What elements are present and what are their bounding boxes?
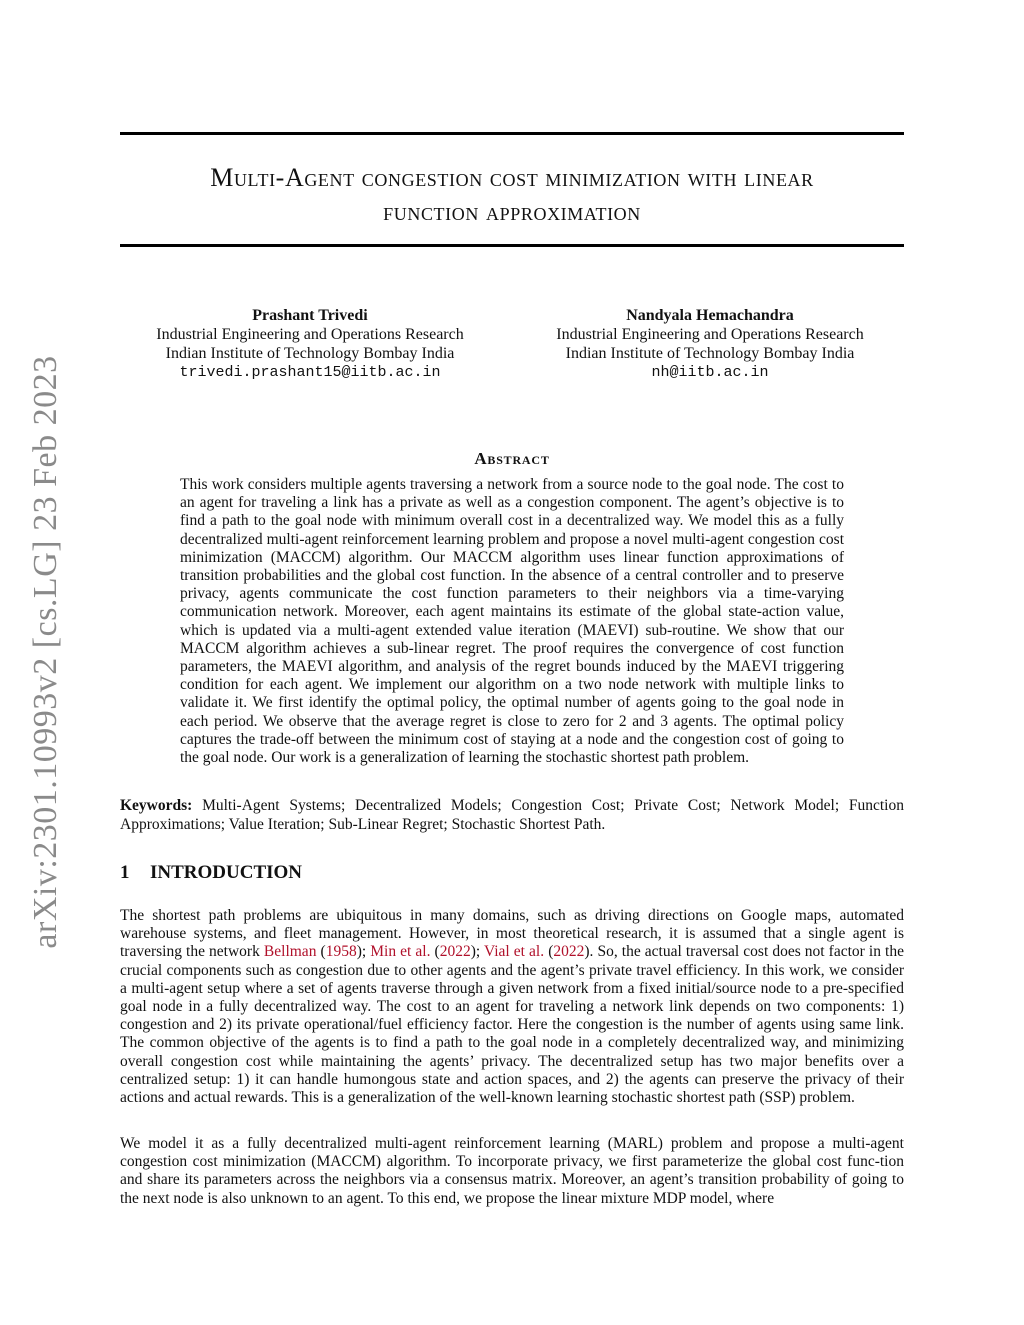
section-heading-introduction [120, 862, 302, 884]
citation-link-bellman-year[interactable]: 1958 [325, 943, 357, 961]
citation-link-bellman[interactable]: Bellman [263, 943, 317, 961]
author-institution: Indian Institute of Technology Bombay India [565, 345, 855, 362]
paper-title [120, 161, 904, 229]
author-department: Industrial Engineering and Operations Research [556, 326, 864, 343]
citation-sep: ( [316, 943, 326, 961]
title-line-2: function approximation [383, 197, 641, 226]
author-email: nh@iitb.ac.in [651, 364, 769, 381]
intro-text: The shortest path problems are ubiquitous in many domains, such as driving directions on Google maps, automated warehouse systems, and fleet management. However, in most theoretical research, it is assumed that a single agent is traversing the network [120, 907, 904, 961]
citation-sep: ); [470, 943, 484, 961]
title-line-1: Multi-Agent congestion cost minimization with linear [210, 163, 814, 192]
intro-paragraph-1 [120, 907, 904, 1107]
author-1 [145, 306, 475, 382]
abstract-text: This work considers multiple agents traversing a network from a source node to the goal node. The cost to an agent for traveling a link has a private as well as a congestion component. The agent’s objective is to find a path to the goal node with minimum overall cost in a decentralized way. We model this as a fully decentralized multi-agent reinforcement learning problem and propose a novel multi-agent congestion cost minimization (MACCM) algorithm. Our MACCM algorithm uses linear function approximations of transition probabilities and the global cost function. In the absence of a central controller and to preserve privacy, agents communicate the cost function parameters to their neighbors via a time-varying communication network. Moreover, each agent maintains its estimate of the global state-action value, which is updated via a multi-agent extended value iteration (MAEVI) sub-routine. We show that our MACCM algorithm achieves a sub-linear regret. The proof requires the convergence of cost function parameters, the MAEVI algorithm, and analysis of the regret bounds induced by the MAEVI triggering condition for each agent. We implement our algorithm on a two node network with multiple links to validate it. We first identify the optimal policy, the optimal number of agents going to the goal node in each period. We observe that the average regret is close to zero for 2 and 3 agents. The optimal policy captures the trade-off between the minimum cost of staying at a node and the congestion cost of going to the goal node. Our work is a generalization of learning the stochastic shortest path problem. [180, 476, 844, 767]
citation-link-min-year[interactable]: 2022 [439, 943, 471, 961]
author-email: trivedi.prashant15@iitb.ac.in [179, 364, 441, 381]
author-department: Industrial Engineering and Operations Research [156, 326, 464, 343]
section-title: INTRODUCTION [150, 862, 303, 883]
title-rule-top [120, 132, 904, 135]
keywords-label: Keywords: [120, 797, 193, 814]
author-institution: Indian Institute of Technology Bombay India [165, 345, 455, 362]
section-number: 1 [120, 862, 130, 883]
author-2 [525, 306, 895, 382]
keywords-list: Multi-Agent Systems; Decentralized Models; Congestion Cost; Private Cost; Network Model; Function Approximations; Value Iteration; Sub-Linear Regret; Stochastic Shortest Path. [120, 797, 904, 833]
abstract-heading: Abstract [474, 449, 550, 468]
author-name: Prashant Trivedi [252, 307, 368, 324]
citation-link-min[interactable]: Min et al. [370, 943, 431, 961]
citation-sep: ); [356, 943, 371, 961]
arxiv-identifier: arXiv:2301.10993v2 [cs.LG] 23 Feb 2023 [27, 355, 64, 949]
intro-paragraph-2: We model it as a fully decentralized multi-agent reinforcement learning (MARL) problem and propose a multi-agent congestion cost minimization (MACCM) algorithm. To incorporate privacy, we first parameterize the global cost func-tion and share its parameters across the neighbors via a consensus matrix. Moreover, an agent’s transition probability of going to the next node is also unknown to an agent. To this end, we propose the linear mixture MDP model, where [120, 1135, 904, 1207]
citation-link-vial-year[interactable]: 2022 [553, 943, 585, 961]
citation-sep: ( [430, 943, 440, 961]
author-name: Nandyala Hemachandra [626, 307, 794, 324]
citation-sep: ( [544, 943, 554, 961]
title-rule-bottom [120, 244, 904, 247]
intro-text: ). So, the actual traversal cost does not factor in the crucial components such as congestion due to other agents and the agent’s private travel efficiency. In this work, we consider a multi-agent setup where a set of agents traverse through a given network from a fixed initial/source node to a pre-specified goal node in a fully decentralized way. The cost to an agent for traveling a network link depends on two components: 1) congestion and 2) its private operational/fuel efficiency factor. Here the congestion is the number of agents using same link. The common objective of the agents is to find a path to the goal node in a completely decentralized way, and minimizing overall congestion cost while maintaining the agents’ privacy. The decentralized setup has two major benefits over a centralized setup: 1) it can handle humongous state and action spaces, and 2) the agents can preserve the privacy of their actions and actual rewards. This is a generalization of the well-known learning stochastic shortest path (SSP) problem. [120, 943, 904, 1107]
citation-link-vial[interactable]: Vial et al. [483, 943, 545, 961]
keywords [120, 796, 904, 834]
